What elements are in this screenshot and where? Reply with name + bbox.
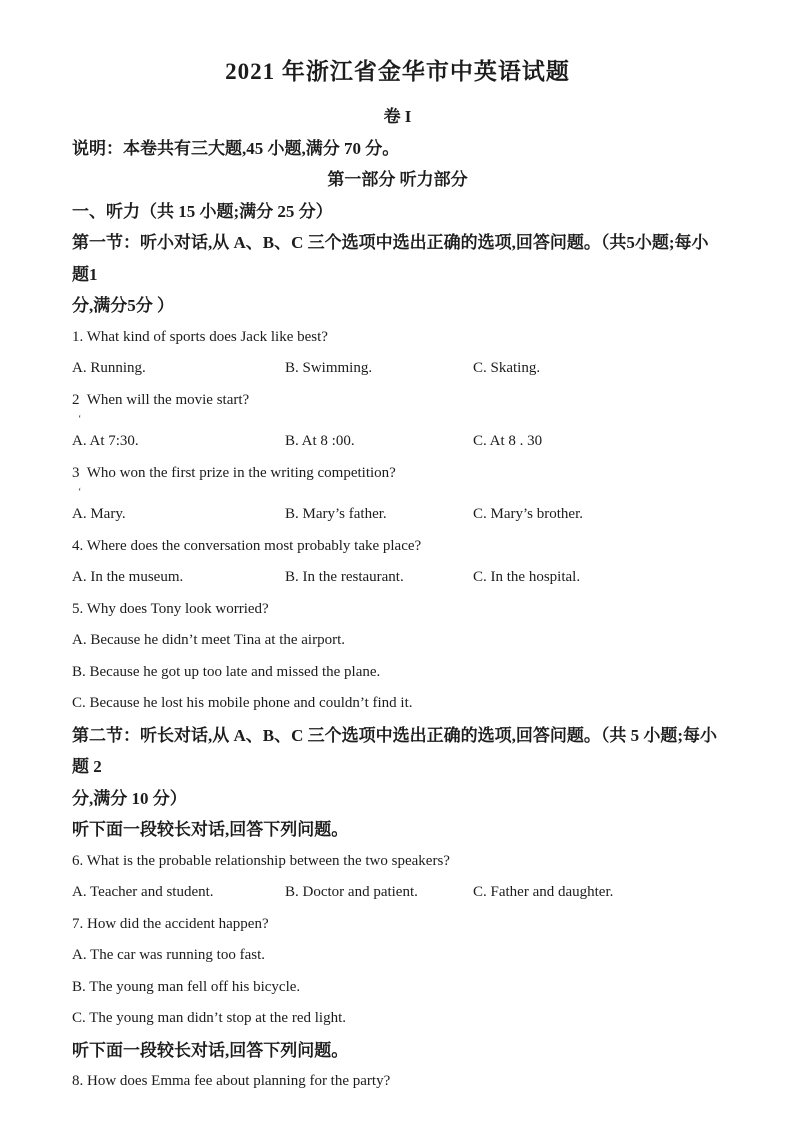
question-5-option-b: B. Because he got up too late and missed the plane. [72, 663, 381, 680]
question-2-options [72, 426, 723, 458]
dialog-intro-2: 听下面一段较长对话,回答下列问题。 [72, 1040, 349, 1060]
question-5-text: 5. Why does Tony look worried? [72, 600, 269, 617]
subsection2-intro-line2: 分,满分 10 分） [72, 788, 187, 808]
question-5-option-c: C. Because he lost his mobile phone and couldn’t find it. [72, 695, 413, 711]
dialog-intro-1: 听下面一段较长对话,回答下列问题。 [72, 820, 349, 839]
question-2-option-c: C. At 8 . 30 [473, 433, 543, 449]
question-3-option-b: B. Mary’s father. [285, 506, 387, 522]
question-1-options [72, 353, 723, 385]
volume-label: 卷 I [383, 107, 412, 126]
question-4-option-c: C. In the hospital. [473, 569, 581, 585]
stray-mark: ‘ [78, 487, 82, 498]
question-6-options [72, 877, 723, 909]
question-6-option-b: B. Doctor and patient. [285, 884, 418, 900]
question-6-text: 6. What is the probable relationship between the two speakers? [72, 852, 450, 869]
subsection1-intro-line1: 第一节：听小对话,从 A、B、C 三个选项中选出正确的选项,回答问题。（共5小题;每小题1 [72, 233, 709, 284]
subsection1-intro-line2: 分,满分5分 ） [72, 296, 174, 315]
question-5-option-a: A. Because he didn’t meet Tina at the airport. [72, 632, 345, 648]
question-1-option-a: A. Running. [72, 360, 146, 376]
question-7-option-a: A. The car was running too fast. [72, 947, 266, 963]
question-3-option-c: C. Mary’s brother. [473, 506, 583, 522]
question-3-text: 3 Who won the first prize in the writing competition? [72, 464, 396, 481]
question-7-option-c: C. The young man didn’t stop at the red light. [72, 1010, 346, 1026]
question-7-text: 7. How did the accident happen? [72, 915, 269, 932]
question-3-option-a: A. Mary. [72, 506, 126, 522]
stray-mark: ‘ [78, 414, 82, 425]
question-2-option-b: B. At 8 :00. [285, 433, 355, 449]
question-6-option-a: A. Teacher and student. [72, 884, 214, 900]
question-4-text: 4. Where does the conversation most probably take place? [72, 537, 422, 554]
question-4-option-b: B. In the restaurant. [285, 569, 404, 585]
page-title: 2021 年浙江省金华市中英语试题 [225, 59, 570, 84]
question-2-text: 2 When will the movie start? [72, 391, 250, 408]
section-header: 一、听力（共 15 小题;满分 25 分） [72, 201, 333, 221]
question-6-option-c: C. Father and daughter. [473, 884, 614, 900]
question-3-options [72, 499, 723, 531]
question-2-option-a: A. At 7:30. [72, 433, 139, 449]
question-4-options [72, 562, 723, 594]
question-4-option-a: A. In the museum. [72, 569, 184, 585]
question-8-text: 8. How does Emma fee about planning for the party? [72, 1073, 391, 1089]
question-7-option-b: B. The young man fell off his bicycle. [72, 978, 301, 995]
subsection2-intro-line1: 第二节：听长对话,从 A、B、C 三个选项中选出正确的选项,回答问题。（共 5 小题;每小题 2 [72, 725, 718, 776]
question-1-text: 1. What kind of sports does Jack like best? [72, 328, 328, 345]
question-1-option-c: C. Skating. [473, 360, 541, 376]
part-header: 第一部分 听力部分 [327, 170, 468, 189]
instructions-line: 说明：本卷共有三大题,45 小题,满分 70 分。 [72, 138, 400, 158]
question-1-option-b: B. Swimming. [285, 360, 373, 376]
